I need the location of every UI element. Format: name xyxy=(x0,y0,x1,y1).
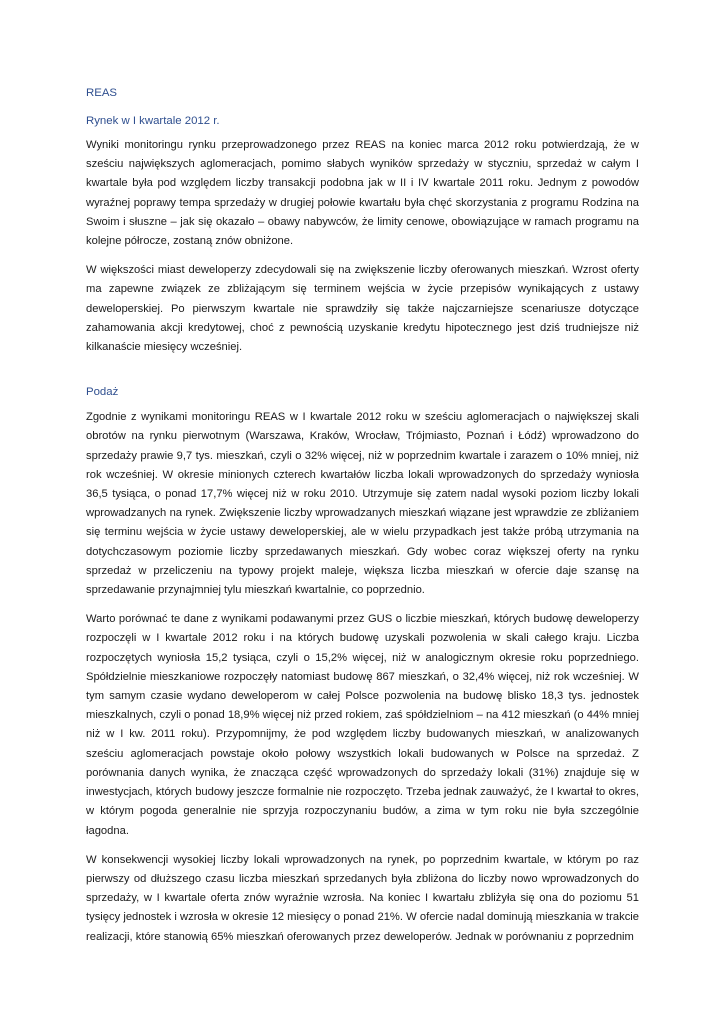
section-title-podaz: Podaż xyxy=(86,386,119,399)
section-title-reas: REAS xyxy=(86,87,118,99)
paragraph-intro-2: W większości miast deweloperzy zdecydowali się na zwiększenie liczby oferowanych mieszkań. Wzrost oferty ma zapewne związek ze zbliżającym się terminem wejścia w życie przepisów wynikających z ustawy deweloperskiej. Po pierwszym kwartale nie sprawdziły się także najczarniejsze scenariusze dotyczące zahamowania akcji kredytowej, choć z pewnością uzyskanie kredytu hipotecznego jest dziś trudniejsze niż kilkanaście miesięcy wcześniej. xyxy=(86,264,639,354)
paragraph-intro-1: Wyniki monitoringu rynku przeprowadzonego przez REAS na koniec marca 2012 roku potwierdzają, że w sześciu największych aglomeracjach, pomimo słabych wyników sprzedaży w styczniu, sprzedaż w całym I kwartale była pod względem liczby transakcji podobna jak w II i IV kwartale 2011 roku. Jednym z powodów wyraźnej poprawy tempa sprzedaży w drugiej połowie kwartału była chęć skorzystania z programu Rodzina na Swoim i słuszne – jak się okazało – obawy nabywców, że limity cenowe, obowiązujące w ramach programu na kolejne półrocze, zostaną znów obniżone. xyxy=(86,139,639,248)
paragraph-supply-3: W konsekwencji wysokiej liczby lokali wprowadzonych na rynek, po poprzednim kwartale, w którym po raz pierwszy od dłuższego czasu liczba mieszkań sprzedanych była zbliżona do liczby nowo wprowadzonych do sprzedaży, w I kwartale oferta znów wyraźnie wzrosła. Na koniec I kwartału zbliżyła się ona do poziomu 51 tysięcy jednostek i wzrosła w okresie 12 miesięcy o ponad 21%. W ofercie nadal dominują mieszkania w trakcie realizacji, które stanowią 65% mieszkań oferowanych przez deweloperów. Jednak w porównaniu z poprzednim xyxy=(86,853,639,943)
section-subtitle-rynek: Rynek w I kwartale 2012 r. xyxy=(86,115,220,127)
paragraph-supply-1: Zgodnie z wynikami monitoringu REAS w I kwartale 2012 roku w sześciu aglomeracjach o największej skali obrotów na rynku pierwotnym (Warszawa, Kraków, Wrocław, Trójmiasto, Poznań i Łódź) wprowadzono do sprzedaży prawie 9,7 tys. mieszkań, czyli o 32% więcej, niż w poprzednim kwartale i zarazem o 10% mniej, niż rok wcześniej. W okresie minionych czterech kwartałów liczba lokali wprowadzonych do sprzedaży wyniosła 36,5 tysiąca, o ponad 17,7% więcej niż w roku 2010. Utrzymuje się zatem nadal wysoki poziom liczby lokali wprowadzanych na rynek. Zwiększenie liczby wprowadzanych mieszkań wiązane jest wprawdzie ze zbliżaniem się terminu wejścia w życie ustawy deweloperskiej, ale w wielu przypadkach jest także próbą utrzymania na dotychczasowym poziomie liczby sprzedawanych mieszkań. Gdy wobec coraz większej oferty na rynku sprzedaż w przeliczeniu na typowy projekt maleje, większa liczba mieszkań w ofercie daje szansę na sprzedawanie przynajmniej tylu mieszkań kwartalnie, co poprzednio. xyxy=(86,411,639,597)
paragraph-supply-2: Warto porównać te dane z wynikami podawanymi przez GUS o liczbie mieszkań, których budowę deweloperzy rozpoczęli w I kwartale 2012 roku i na których budowę uzyskali pozwolenia w skali całego kraju. Liczba rozpoczętych wyniosła 15,2 tysiąca, czyli o 15,2% więcej, niż w analogicznym okresie roku poprzedniego. Spółdzielnie mieszkaniowe rozpoczęły natomiast budowę 867 mieszkań, o 32,4% więcej, niż rok wcześniej. W tym samym czasie wydano deweloperom w całej Polsce pozwolenia na budowę blisko 18,3 tys. jednostek mieszkalnych, czyli o ponad 18,9% więcej niż przed rokiem, zaś spółdzielniom – na 412 mieszkań (o 44% mniej niż w I kw. 2011 roku). Przypomnijmy, że pod względem liczby budowanych mieszkań, w analizowanych sześciu aglomeracjach powstaje około połowy wszystkich lokali budowanych w Polsce na sprzedaż. Z porównania danych wynika, że znacząca część wprowadzonych do sprzedaży lokali (31%) znajduje się w inwestycjach, których budowy jeszcze formalnie nie rozpoczęto. Trzeba jednak zauważyć, że I kwartał to okres, w którym pogoda generalnie nie sprzyja rozpoczynaniu budów, a zima w tym roku nie była szczególnie łagodna. xyxy=(86,613,639,837)
